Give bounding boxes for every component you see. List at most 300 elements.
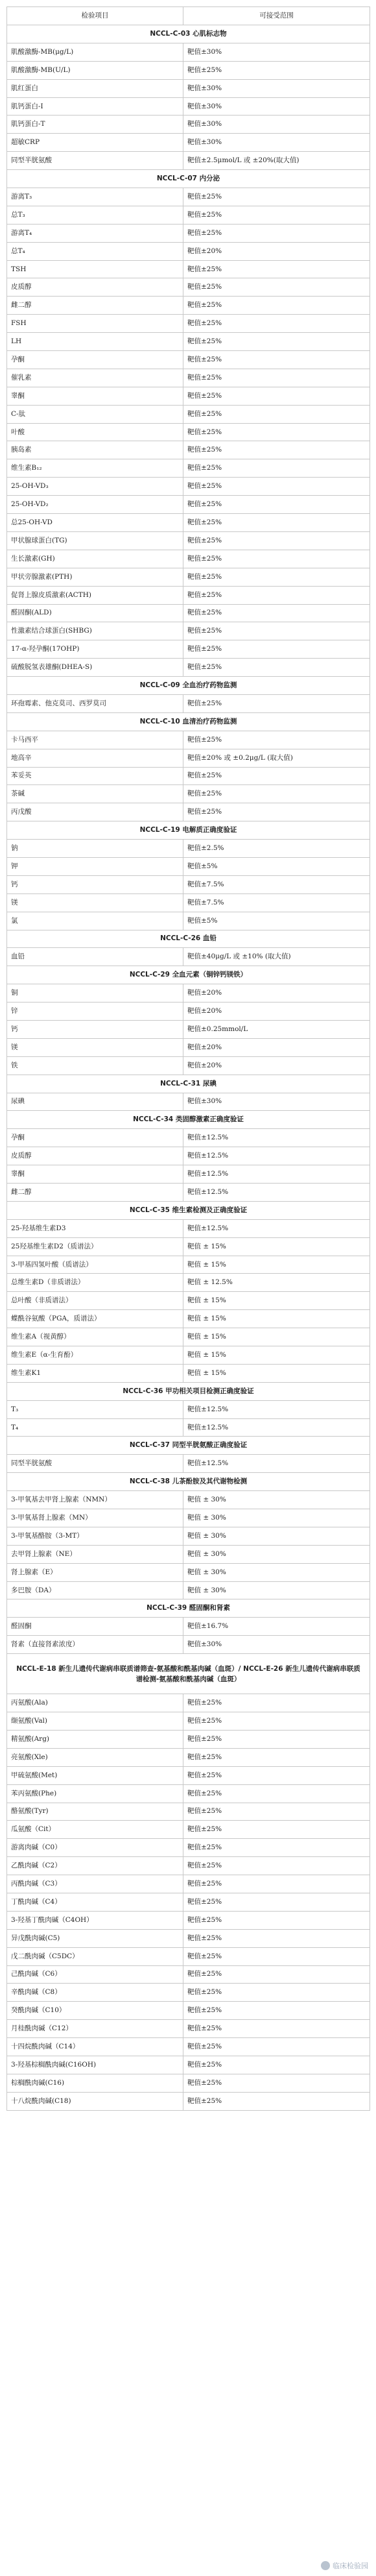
- test-item: 总叶酸（非质谱法）: [7, 1292, 183, 1310]
- test-item: 十四烷酰肉碱（C14）: [7, 2038, 183, 2056]
- section-header: [7, 1111, 370, 1129]
- acceptance-range: 靶值±30%: [183, 79, 370, 97]
- table-row: [7, 61, 370, 79]
- acceptance-range: 靶值 ± 30%: [183, 1527, 370, 1545]
- test-item: 环孢霉素、他克莫司、西罗莫司: [7, 694, 183, 712]
- acceptance-range: 靶值±5%: [183, 857, 370, 875]
- table-row: [7, 550, 370, 568]
- table-row: [7, 206, 370, 224]
- acceptance-range: 靶值±25%: [183, 1766, 370, 1784]
- section-header: [7, 170, 370, 188]
- section-title: NCCL-C-36 甲功相关项目检测正确度验证: [7, 1382, 370, 1400]
- table-row: [7, 1527, 370, 1545]
- acceptance-range: 靶值±25%: [183, 586, 370, 604]
- table-row: [7, 43, 370, 61]
- section-header: [7, 25, 370, 43]
- acceptance-range: 靶值±25%: [183, 333, 370, 351]
- table-row: [7, 1364, 370, 1382]
- test-item: 孕酮: [7, 1129, 183, 1147]
- test-item: 精氨酸(Arg): [7, 1730, 183, 1748]
- table-row: [7, 260, 370, 278]
- test-item: 钙: [7, 875, 183, 893]
- table-row: [7, 1911, 370, 1929]
- test-item: 月桂酰肉碱（C12）: [7, 2020, 183, 2038]
- test-item: 肾上腺素（E）: [7, 1563, 183, 1581]
- acceptance-range: 靶值 ± 30%: [183, 1581, 370, 1599]
- test-item: 瓜氨酸（Cit）: [7, 1821, 183, 1839]
- table-row: [7, 134, 370, 152]
- table-row: [7, 1310, 370, 1328]
- section-header: [7, 966, 370, 984]
- section-header: [7, 930, 370, 948]
- acceptance-range: 靶值±25%: [183, 622, 370, 640]
- table-row: [7, 333, 370, 351]
- table-row: [7, 857, 370, 875]
- test-item: 甲硫氨酸(Met): [7, 1766, 183, 1784]
- section-header: [7, 1075, 370, 1093]
- section-title: NCCL-C-34 类固醇激素正确度验证: [7, 1111, 370, 1129]
- acceptance-range: 靶值±25%: [183, 351, 370, 369]
- test-item: 25-OH-VD₂: [7, 496, 183, 514]
- acceptance-range: 靶值±2.5%: [183, 840, 370, 858]
- test-item: 甲状腺球蛋白(TG): [7, 531, 183, 550]
- table-row: [7, 622, 370, 640]
- test-item: 促肾上腺皮质激素(ACTH): [7, 586, 183, 604]
- test-item: 总维生素D（非质谱法）: [7, 1274, 183, 1292]
- test-item: 蝶酰谷氨酸（PGA，质谱法）: [7, 1310, 183, 1328]
- table-row: [7, 640, 370, 659]
- table-row: [7, 1875, 370, 1893]
- acceptance-range: 靶值±25%: [183, 1984, 370, 2002]
- test-item: 3-甲基四氢叶酸（质谱法）: [7, 1256, 183, 1274]
- table-row: [7, 984, 370, 1002]
- test-item: 总25-OH-VD: [7, 514, 183, 532]
- test-item: FSH: [7, 315, 183, 333]
- test-item: 总T₃: [7, 206, 183, 224]
- test-item: 亮氨酸(Xle): [7, 1748, 183, 1766]
- acceptance-range: 靶值 ± 15%: [183, 1346, 370, 1365]
- table-row: [7, 97, 370, 115]
- acceptance-range: 靶值 ± 15%: [183, 1237, 370, 1256]
- test-item: 25-OH-VD₃: [7, 478, 183, 496]
- section-title: NCCL-C-10 血清治疗药物监测: [7, 712, 370, 731]
- acceptance-range: 靶值±25%: [183, 2074, 370, 2092]
- acceptance-range: 靶值±25%: [183, 315, 370, 333]
- test-item: 醛固酮: [7, 1618, 183, 1636]
- test-item: 性激素结合球蛋白(SHBG): [7, 622, 183, 640]
- test-item: 生长激素(GH): [7, 550, 183, 568]
- section-title: NCCL-C-09 全血治疗药物监测: [7, 677, 370, 695]
- acceptance-range: 靶值±30%: [183, 43, 370, 61]
- section-title: NCCL-C-07 内分泌: [7, 170, 370, 188]
- acceptance-range: 靶值±25%: [183, 496, 370, 514]
- header-range: 可接受范围: [183, 7, 370, 25]
- test-item: 3-羟基丁酰肉碱（C4OH）: [7, 1911, 183, 1929]
- acceptance-range-table: [6, 6, 370, 2111]
- acceptance-range: 靶值 ± 15%: [183, 1292, 370, 1310]
- table-row: [7, 1093, 370, 1111]
- table-row: [7, 1002, 370, 1021]
- test-item: 肾素（直接肾素浓度）: [7, 1636, 183, 1654]
- test-item: 17-α-羟孕酮(17OHP): [7, 640, 183, 659]
- test-item: 甲状旁腺激素(PTH): [7, 568, 183, 586]
- acceptance-range: 靶值±30%: [183, 134, 370, 152]
- table-row: [7, 242, 370, 260]
- test-item: 辛酰肉碱（C8）: [7, 1984, 183, 2002]
- test-item: 醛固酮(ALD): [7, 604, 183, 622]
- test-item: 维生素E（α-生育酚）: [7, 1346, 183, 1365]
- test-item: 丙酰肉碱（C3）: [7, 1875, 183, 1893]
- test-item: TSH: [7, 260, 183, 278]
- table-row: [7, 2074, 370, 2092]
- acceptance-range: 靶值±25%: [183, 423, 370, 441]
- test-item: 丙戊酸: [7, 803, 183, 821]
- table-row: [7, 1219, 370, 1237]
- table-row: [7, 496, 370, 514]
- table-row: [7, 1165, 370, 1184]
- acceptance-range: 靶值±25%: [183, 1821, 370, 1839]
- acceptance-range: 靶值±25%: [183, 785, 370, 803]
- section-header: [7, 1599, 370, 1618]
- acceptance-range: 靶值±25%: [183, 278, 370, 297]
- acceptance-range: 靶值±25%: [183, 1947, 370, 1965]
- test-item: 卡马西平: [7, 731, 183, 749]
- acceptance-range: 靶值±25%: [183, 1712, 370, 1731]
- table-row: [7, 2020, 370, 2038]
- table-row: [7, 1929, 370, 1947]
- table-row: [7, 1400, 370, 1418]
- table-row: [7, 2038, 370, 2056]
- acceptance-range: 靶值±25%: [183, 550, 370, 568]
- table-row: [7, 188, 370, 206]
- table-row: [7, 1893, 370, 1911]
- test-item: 氯: [7, 912, 183, 930]
- acceptance-range: 靶值±25%: [183, 1784, 370, 1803]
- acceptance-range: 靶值±25%: [183, 1911, 370, 1929]
- section-title: NCCL-C-03 心肌标志物: [7, 25, 370, 43]
- table-row: [7, 694, 370, 712]
- table-row: [7, 1803, 370, 1821]
- table-row: [7, 1784, 370, 1803]
- table-row: [7, 152, 370, 170]
- test-item: 睾酮: [7, 1165, 183, 1184]
- section-header: [7, 712, 370, 731]
- acceptance-range: 靶值±12.5%: [183, 1129, 370, 1147]
- table-row: [7, 604, 370, 622]
- table-row: [7, 2002, 370, 2020]
- table-row: [7, 369, 370, 387]
- test-item: 酪氨酸(Tyr): [7, 1803, 183, 1821]
- acceptance-range: 靶值 ± 12.5%: [183, 1274, 370, 1292]
- table-row: [7, 840, 370, 858]
- acceptance-range: 靶值 ± 30%: [183, 1509, 370, 1527]
- table-row: [7, 1947, 370, 1965]
- table-header-row: [7, 7, 370, 25]
- test-item: 十八烷酰肉碱(C18): [7, 2092, 183, 2110]
- acceptance-range: 靶值±25%: [183, 224, 370, 242]
- test-item: 维生素K1: [7, 1364, 183, 1382]
- table-row: [7, 1020, 370, 1038]
- table-row: [7, 875, 370, 893]
- test-item: 钾: [7, 857, 183, 875]
- section-title: NCCL-C-38 儿茶酚胺及其代谢物检测: [7, 1473, 370, 1491]
- table-row: [7, 893, 370, 912]
- table-row: [7, 1418, 370, 1437]
- acceptance-range: 靶值±40μg/L 或 ±10% (取大值): [183, 948, 370, 966]
- table-row: [7, 423, 370, 441]
- acceptance-range: 靶值±25%: [183, 694, 370, 712]
- test-item: 肌红蛋白: [7, 79, 183, 97]
- table-row: [7, 586, 370, 604]
- acceptance-range: 靶值±25%: [183, 731, 370, 749]
- test-item: 叶酸: [7, 423, 183, 441]
- acceptance-range: 靶值±25%: [183, 2092, 370, 2110]
- table-row: [7, 767, 370, 785]
- acceptance-range: 靶值±30%: [183, 97, 370, 115]
- acceptance-range: 靶值±25%: [183, 1893, 370, 1911]
- section-title: NCCL-C-26 血铅: [7, 930, 370, 948]
- acceptance-range: 靶值±16.7%: [183, 1618, 370, 1636]
- acceptance-range: 靶值±25%: [183, 459, 370, 478]
- acceptance-range: 靶值±25%: [183, 61, 370, 79]
- test-item: 镁: [7, 1038, 183, 1056]
- table-row: [7, 441, 370, 459]
- table-row: [7, 224, 370, 242]
- acceptance-range: 靶值±25%: [183, 767, 370, 785]
- acceptance-range: 靶值±30%: [183, 1636, 370, 1654]
- table-row: [7, 912, 370, 930]
- section-header: [7, 1437, 370, 1455]
- acceptance-range: 靶值±12.5%: [183, 1455, 370, 1473]
- test-item: 3-甲氧基酪胺（3-MT）: [7, 1527, 183, 1545]
- table-row: [7, 1581, 370, 1599]
- test-item: 丙氨酸(Ala): [7, 1694, 183, 1712]
- acceptance-range: 靶值 ± 15%: [183, 1256, 370, 1274]
- test-item: 3-甲氧基去甲肾上腺素（NMN）: [7, 1491, 183, 1509]
- acceptance-range: 靶值±2.5μmol/L 或 ±20%(取大值): [183, 152, 370, 170]
- table-row: [7, 731, 370, 749]
- acceptance-range: 靶值±25%: [183, 2038, 370, 2056]
- table-row: [7, 278, 370, 297]
- header-item: 检验项目: [7, 7, 183, 25]
- test-item: 苯丙氨酸(Phe): [7, 1784, 183, 1803]
- acceptance-range: 靶值±25%: [183, 568, 370, 586]
- table-row: [7, 1274, 370, 1292]
- table-row: [7, 1545, 370, 1563]
- acceptance-range: 靶值±25%: [183, 640, 370, 659]
- acceptance-range: 靶值 ± 15%: [183, 1364, 370, 1382]
- acceptance-range: 靶值±25%: [183, 1694, 370, 1712]
- test-item: T₃: [7, 1400, 183, 1418]
- test-item: 硫酸脱氢表雄酮(DHEA-S): [7, 659, 183, 677]
- acceptance-range: 靶值±25%: [183, 659, 370, 677]
- acceptance-range: 靶值±25%: [183, 604, 370, 622]
- acceptance-range: 靶值 ± 30%: [183, 1491, 370, 1509]
- acceptance-range: 靶值±25%: [183, 531, 370, 550]
- test-item: 皮质醇: [7, 1147, 183, 1165]
- acceptance-range: 靶值±25%: [183, 1748, 370, 1766]
- table-row: [7, 1839, 370, 1857]
- test-item: 胰岛素: [7, 441, 183, 459]
- test-item: 皮质醇: [7, 278, 183, 297]
- acceptance-range: 靶值±25%: [183, 1875, 370, 1893]
- table-body: [7, 7, 370, 2111]
- table-row: [7, 1038, 370, 1056]
- table-row: [7, 1328, 370, 1346]
- acceptance-range: 靶值±25%: [183, 387, 370, 405]
- acceptance-range: 靶值±25%: [183, 478, 370, 496]
- acceptance-range: 靶值±20% 或 ±0.2μg/L (取大值): [183, 749, 370, 767]
- table-row: [7, 79, 370, 97]
- table-row: [7, 514, 370, 532]
- table-row: [7, 1618, 370, 1636]
- test-item: 同型半胱氨酸: [7, 152, 183, 170]
- acceptance-range: 靶值±25%: [183, 1965, 370, 1984]
- acceptance-range: 靶值±25%: [183, 297, 370, 315]
- acceptance-range: 靶值±25%: [183, 2056, 370, 2074]
- table-row: [7, 1730, 370, 1748]
- test-item: LH: [7, 333, 183, 351]
- table-row: [7, 1346, 370, 1365]
- acceptance-range: 靶值±25%: [183, 1803, 370, 1821]
- table-row: [7, 568, 370, 586]
- test-item: 孕酮: [7, 351, 183, 369]
- table-row: [7, 1694, 370, 1712]
- test-item: 总T₄: [7, 242, 183, 260]
- table-row: [7, 659, 370, 677]
- acceptance-range: 靶值±12.5%: [183, 1147, 370, 1165]
- acceptance-range: 靶值±25%: [183, 188, 370, 206]
- test-item: 尿碘: [7, 1093, 183, 1111]
- test-item: 肌酸激酶-MB(μg/L): [7, 43, 183, 61]
- table-row: [7, 1509, 370, 1527]
- acceptance-range: 靶值±20%: [183, 1002, 370, 1021]
- table-row: [7, 115, 370, 134]
- table-row: [7, 1147, 370, 1165]
- section-title: NCCL-E-18 新生儿遗传代谢病串联质谱筛查-氨基酸和酰基肉碱（血斑）/ NCCL-E-26 新生儿遗传代谢病串联质谱检测-氨基酸和酰基肉碱（血斑）: [7, 1654, 370, 1694]
- acceptance-range: 靶值±30%: [183, 115, 370, 134]
- test-item: 苯妥英: [7, 767, 183, 785]
- acceptance-range: 靶值±12.5%: [183, 1165, 370, 1184]
- test-item: 雌二醇: [7, 297, 183, 315]
- test-item: 铁: [7, 1056, 183, 1075]
- table-row: [7, 459, 370, 478]
- test-item: 催乳素: [7, 369, 183, 387]
- table-row: [7, 478, 370, 496]
- acceptance-range: 靶值±25%: [183, 1929, 370, 1947]
- test-item: 戊二酰肉碱（C5DC）: [7, 1947, 183, 1965]
- table-row: [7, 531, 370, 550]
- test-item: 去甲肾上腺素（NE）: [7, 1545, 183, 1563]
- test-item: 肌钙蛋白-T: [7, 115, 183, 134]
- section-title: NCCL-C-39 醛固酮和肾素: [7, 1599, 370, 1618]
- acceptance-range: 靶值±25%: [183, 514, 370, 532]
- table-row: [7, 785, 370, 803]
- acceptance-range: 靶值±25%: [183, 369, 370, 387]
- test-item: 钙: [7, 1020, 183, 1038]
- test-item: 3-甲氧基肾上腺素（MN）: [7, 1509, 183, 1527]
- acceptance-range: 靶值 ± 15%: [183, 1328, 370, 1346]
- acceptance-range: 靶值±25%: [183, 260, 370, 278]
- section-header: [7, 821, 370, 840]
- table-row: [7, 1766, 370, 1784]
- section-header: [7, 1473, 370, 1491]
- table-row: [7, 1857, 370, 1875]
- acceptance-range: 靶值±12.5%: [183, 1418, 370, 1437]
- table-row: [7, 1455, 370, 1473]
- test-item: 25-羟基维生素D3: [7, 1219, 183, 1237]
- table-row: [7, 387, 370, 405]
- test-item: 癸酰肉碱（C10）: [7, 2002, 183, 2020]
- test-item: 丁酰肉碱（C4）: [7, 1893, 183, 1911]
- acceptance-range: 靶值±30%: [183, 1093, 370, 1111]
- table-row: [7, 2092, 370, 2110]
- table-row: [7, 1056, 370, 1075]
- test-item: 维生素B₁₂: [7, 459, 183, 478]
- table-row: [7, 351, 370, 369]
- test-item: 地高辛: [7, 749, 183, 767]
- test-item: 25羟基维生素D2（质谱法）: [7, 1237, 183, 1256]
- test-item: 乙酰肉碱（C2）: [7, 1857, 183, 1875]
- test-item: 同型半胱氨酸: [7, 1455, 183, 1473]
- acceptance-range: 靶值 ± 30%: [183, 1545, 370, 1563]
- test-item: 游离T₄: [7, 224, 183, 242]
- test-item: 游离肉碱（C0）: [7, 1839, 183, 1857]
- table-row: [7, 1965, 370, 1984]
- table-row: [7, 1563, 370, 1581]
- acceptance-range: 靶值±25%: [183, 1839, 370, 1857]
- section-header: [7, 1654, 370, 1694]
- test-item: 肌酸激酶-MB(U/L): [7, 61, 183, 79]
- acceptance-range: 靶值±25%: [183, 803, 370, 821]
- acceptance-range: 靶值±25%: [183, 441, 370, 459]
- table-row: [7, 315, 370, 333]
- watermark-text: 临床检验园: [333, 2562, 368, 2570]
- acceptance-range: 靶值±25%: [183, 2020, 370, 2038]
- acceptance-range: 靶值±12.5%: [183, 1184, 370, 1202]
- table-row: [7, 1984, 370, 2002]
- acceptance-range: 靶值±25%: [183, 1730, 370, 1748]
- test-item: 雌二醇: [7, 1184, 183, 1202]
- acceptance-range: 靶值±12.5%: [183, 1219, 370, 1237]
- acceptance-range: 靶值±25%: [183, 2002, 370, 2020]
- table-row: [7, 1636, 370, 1654]
- table-row: [7, 803, 370, 821]
- section-title: NCCL-C-35 维生素检测及正确度验证: [7, 1201, 370, 1219]
- table-row: [7, 1712, 370, 1731]
- section-title: NCCL-C-19 电解质正确度验证: [7, 821, 370, 840]
- test-item: 游离T₃: [7, 188, 183, 206]
- table-row: [7, 297, 370, 315]
- table-row: [7, 1237, 370, 1256]
- acceptance-range: 靶值±20%: [183, 1038, 370, 1056]
- section-title: NCCL-C-37 同型半胱氨酸正确度验证: [7, 1437, 370, 1455]
- table-row: [7, 1491, 370, 1509]
- acceptance-range: 靶值±20%: [183, 984, 370, 1002]
- table-row: [7, 1292, 370, 1310]
- test-item: 超敏CRP: [7, 134, 183, 152]
- acceptance-range: 靶值±20%: [183, 242, 370, 260]
- table-row: [7, 405, 370, 423]
- acceptance-range: 靶值 ± 15%: [183, 1310, 370, 1328]
- acceptance-range: 靶值±5%: [183, 912, 370, 930]
- section-header: [7, 677, 370, 695]
- test-item: 茶碱: [7, 785, 183, 803]
- test-item: 棕榈酰肉碱(C16): [7, 2074, 183, 2092]
- test-item: 异戊酰肉碱(C5): [7, 1929, 183, 1947]
- test-item: 钠: [7, 840, 183, 858]
- table-row: [7, 948, 370, 966]
